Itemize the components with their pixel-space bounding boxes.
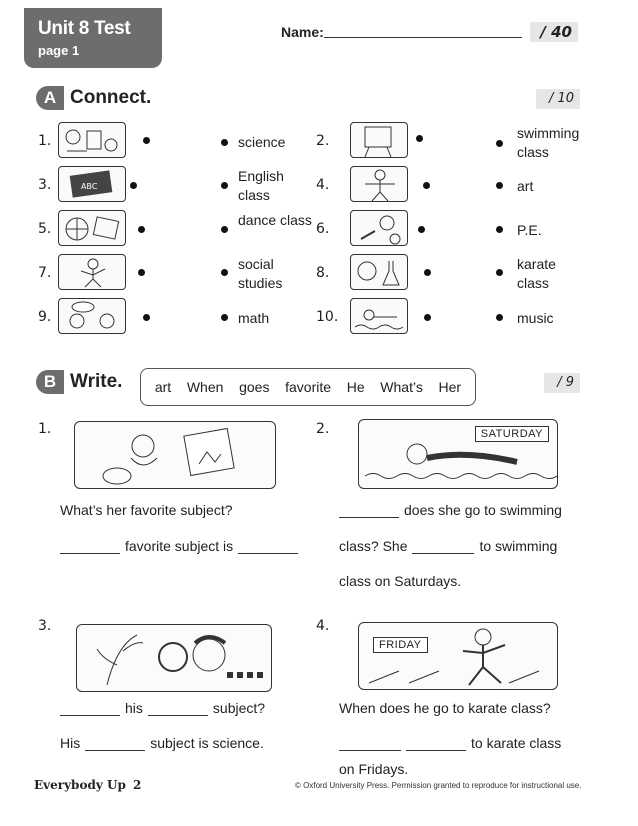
day-label: FRIDAY (373, 637, 428, 653)
kids-hello-icon (58, 298, 126, 334)
swimming-scene (358, 419, 558, 489)
item-number: 4. (316, 177, 330, 193)
item-number: 7. (38, 265, 52, 281)
prompt-text: does she go to swimming (404, 502, 562, 518)
item-number: 2. (316, 133, 330, 149)
name-label: Name: (281, 24, 324, 40)
name-input-line[interactable] (324, 37, 522, 38)
item-number: 9. (38, 309, 52, 325)
option-text: music (517, 310, 554, 326)
prompt-text: subject? (212, 700, 266, 716)
item-number: 3. (38, 177, 52, 193)
match-dot-left[interactable] (424, 314, 431, 321)
match-dot-right[interactable] (221, 314, 228, 321)
match-dot-right[interactable] (496, 269, 503, 276)
copyright-notice: © Oxford University Press. Permission granted to reproduce for instructional use. (295, 781, 582, 790)
word-bank-item: favorite (285, 379, 332, 395)
option-text: karate class (517, 256, 556, 291)
brand-name: Everybody Up (34, 778, 126, 792)
word-bank-item: goes (239, 379, 270, 395)
section-a-score: / 10 (536, 89, 580, 109)
match-dot-left[interactable] (423, 182, 430, 189)
word-bank (140, 368, 476, 406)
answer-blank[interactable] (85, 737, 145, 751)
option-text: P.E. (517, 222, 542, 238)
easel-icon (350, 122, 408, 158)
section-a-badge: A (36, 86, 64, 110)
answer-blank[interactable] (238, 540, 298, 554)
prompt-text: When does he go to karate class? (339, 700, 551, 716)
section-b-header (36, 370, 122, 394)
section-b-score: / 9 (544, 373, 580, 393)
footer-brand (34, 778, 141, 792)
answer-line (60, 538, 298, 554)
question-number: 4. (316, 618, 330, 634)
option-text: math (238, 310, 270, 326)
match-dot-left[interactable] (143, 314, 150, 321)
question-number: 1. (38, 421, 52, 437)
match-dot-right[interactable] (221, 269, 228, 276)
magnifier-boy-scene (76, 624, 272, 692)
prompt-text: to karate class (471, 735, 562, 751)
match-dot-left[interactable] (416, 135, 423, 142)
unit-tab (24, 8, 162, 68)
swimmer-icon (350, 298, 408, 334)
item-number: 6. (316, 221, 330, 237)
answer-line (339, 538, 557, 554)
word-bank-item: art (154, 379, 172, 395)
item-number: 1. (38, 133, 52, 149)
prompt-text: subject is science. (150, 735, 264, 751)
option-text: science (238, 134, 286, 150)
match-dot-right[interactable] (496, 314, 503, 321)
prompt-text: class on Saturdays. (339, 573, 462, 589)
match-dot-right[interactable] (221, 182, 228, 189)
page-label: page 1 (38, 43, 80, 58)
word-bank-item: Her (438, 379, 462, 395)
section-a-header (36, 86, 151, 110)
total-score: / 40 (530, 22, 578, 42)
match-dot-left[interactable] (418, 226, 425, 233)
match-dot-right[interactable] (496, 182, 503, 189)
answer-blank[interactable] (412, 540, 474, 554)
answer-blank[interactable] (339, 504, 399, 518)
answer-blank[interactable] (406, 737, 466, 751)
option-text: social studies (238, 256, 283, 291)
word-bank-item: He (346, 379, 365, 395)
match-dot-left[interactable] (130, 182, 137, 189)
dancer-icon (58, 254, 126, 290)
sports-gear-icon (350, 210, 408, 246)
chalkboard-icon (58, 166, 126, 202)
option-text: swimming class (517, 125, 580, 160)
question-number: 2. (316, 421, 330, 437)
brand-level: 2 (133, 778, 142, 792)
unit-title: Unit 8 Test (38, 18, 131, 39)
day-label: SATURDAY (475, 426, 549, 442)
answer-blank[interactable] (60, 540, 120, 554)
match-dot-right[interactable] (496, 226, 503, 233)
prompt-text: his (125, 700, 143, 716)
match-dot-left[interactable] (138, 226, 145, 233)
karate-kid-icon (350, 166, 408, 202)
match-dot-right[interactable] (221, 226, 228, 233)
prompt-text: What’s her favorite subject? (60, 502, 233, 518)
option-text: English class (238, 168, 284, 203)
prompt-text: His (60, 735, 81, 751)
svg-text:ABC: ABC (81, 182, 98, 191)
lab-items-icon (350, 254, 408, 290)
section-a-title: Connect. (70, 87, 152, 108)
karate-boy-scene (358, 622, 558, 690)
item-number: 8. (316, 265, 330, 281)
answer-blank[interactable] (60, 702, 120, 716)
answer-line (60, 700, 265, 716)
painting-girl-scene (74, 421, 276, 489)
word-bank-item: When (186, 379, 224, 395)
match-dot-left[interactable] (138, 269, 145, 276)
section-b-badge: B (36, 370, 64, 394)
match-dot-left[interactable] (424, 269, 431, 276)
option-text: art (517, 178, 534, 194)
match-dot-left[interactable] (143, 137, 150, 144)
section-b-title: Write. (70, 371, 123, 392)
answer-blank[interactable] (148, 702, 208, 716)
prompt-text: to swimming (479, 538, 558, 554)
prompt-text: favorite subject is (125, 538, 234, 554)
item-number: 10. (316, 309, 339, 325)
answer-line (60, 735, 264, 751)
answer-blank[interactable] (339, 737, 401, 751)
globe-maps-icon (58, 210, 126, 246)
prompt-text: class? She (339, 538, 408, 554)
answer-line (339, 573, 461, 589)
prompt-text: on Fridays. (339, 761, 409, 777)
answer-line (60, 502, 233, 518)
answer-line (339, 761, 408, 777)
match-dot-right[interactable] (221, 139, 228, 146)
music-items-icon (58, 122, 126, 158)
answer-line (339, 700, 551, 716)
item-number: 5. (38, 221, 52, 237)
answer-line (339, 502, 562, 518)
question-number: 3. (38, 618, 52, 634)
word-bank-item: What’s (380, 379, 423, 395)
answer-line (339, 735, 561, 751)
match-dot-right[interactable] (496, 140, 503, 147)
option-text: dance class (238, 212, 312, 228)
